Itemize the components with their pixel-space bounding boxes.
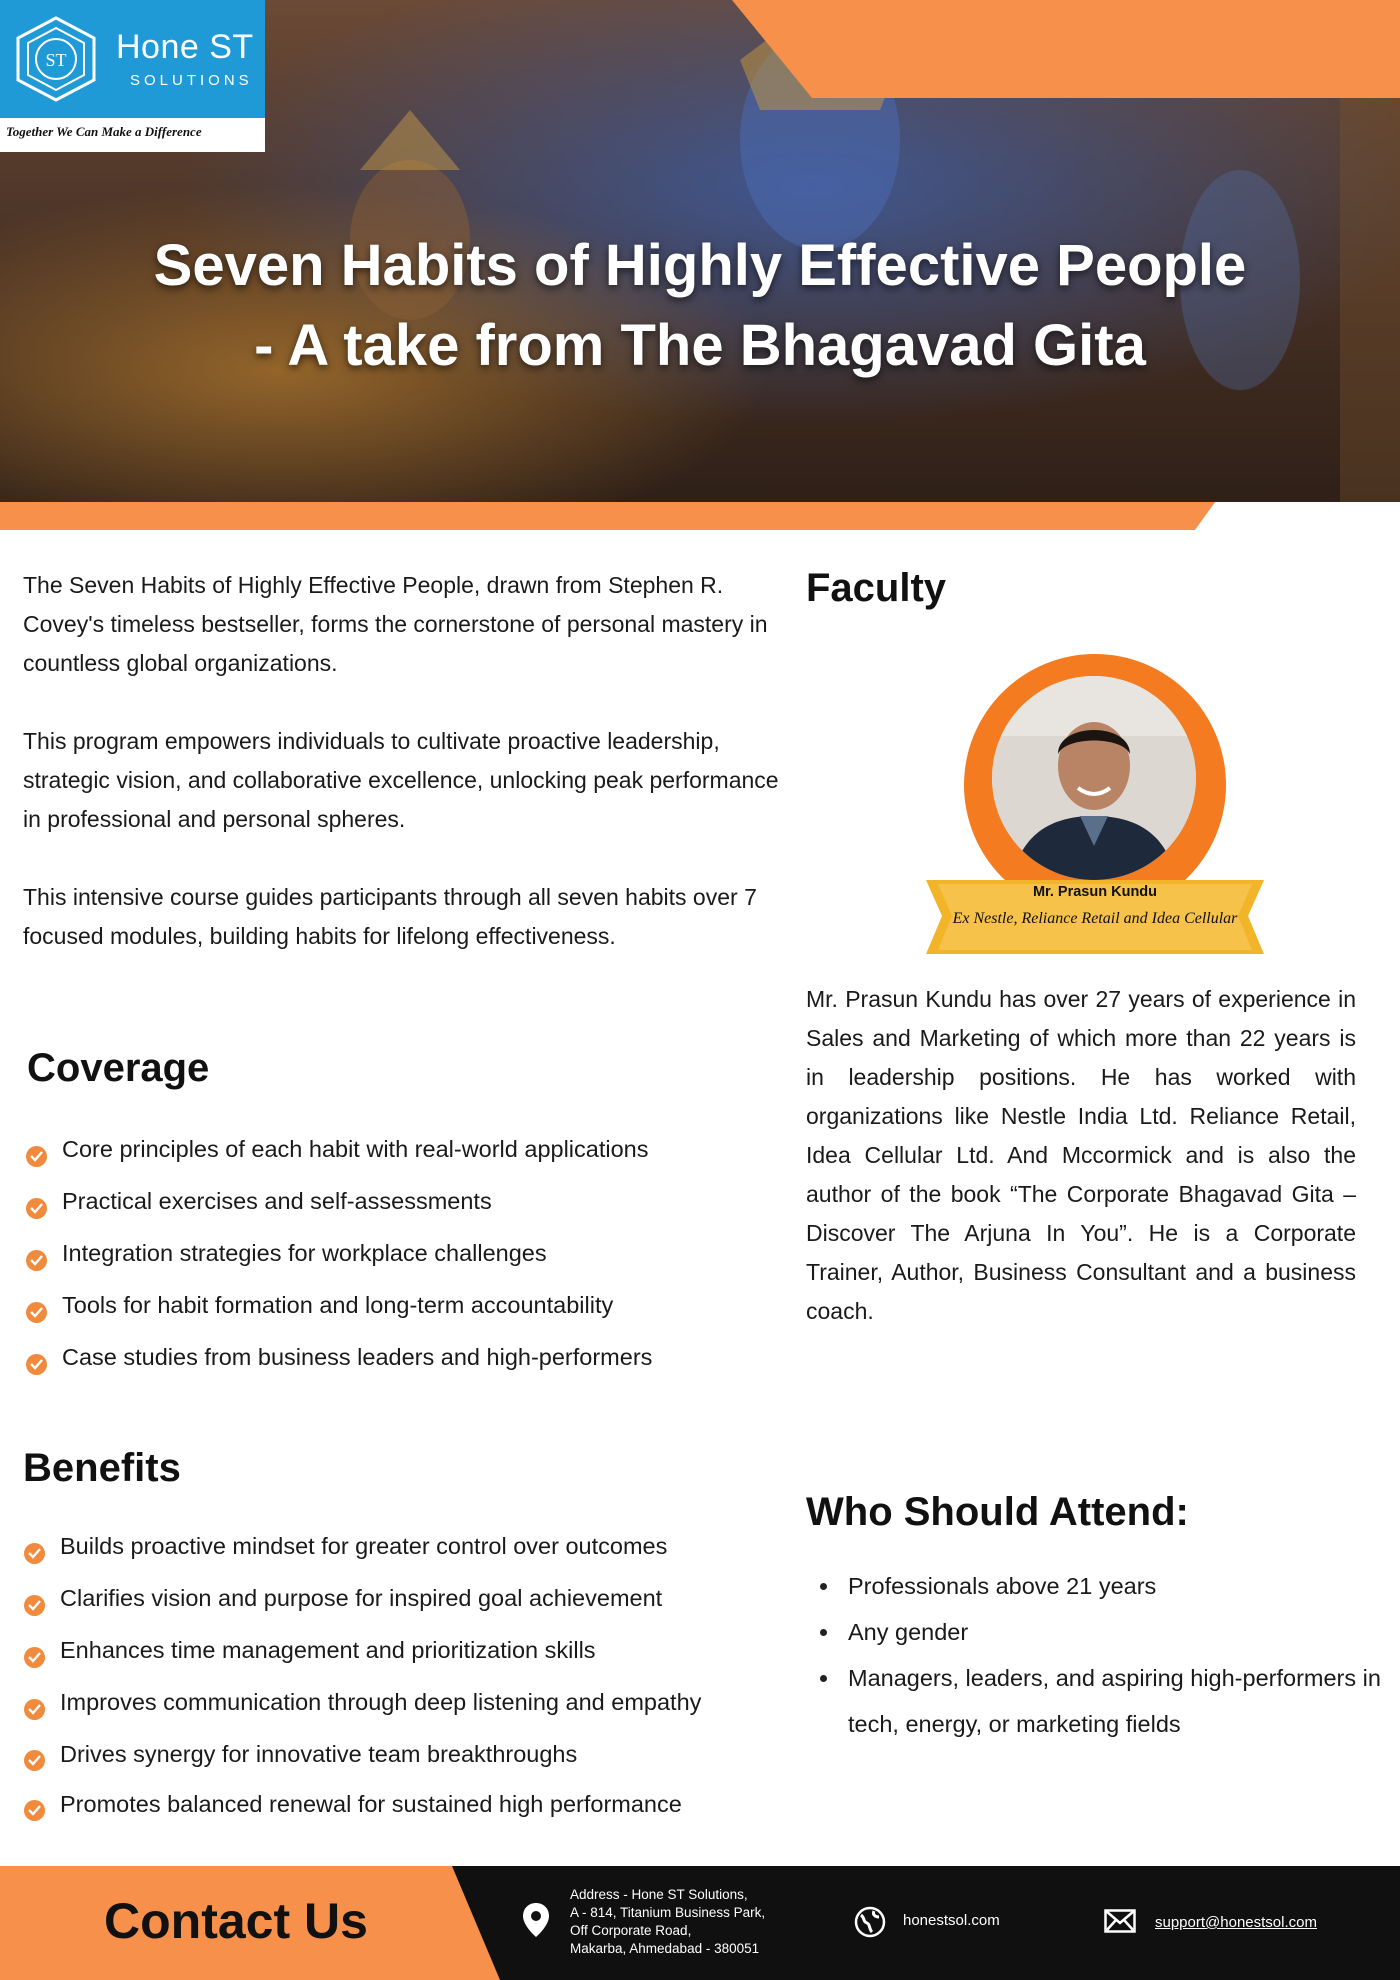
logo-mark-text: ST — [45, 50, 67, 70]
coverage-item-label: Practical exercises and self-assessments — [62, 1188, 492, 1214]
benefit-item-label: Promotes balanced renewal for sustained high performance — [60, 1791, 682, 1817]
coverage-item-label: Core principles of each habit with real-world applications — [62, 1136, 649, 1162]
list-item — [818, 1563, 1388, 1609]
check-icon — [26, 1302, 47, 1323]
benefit-item-label: Improves communication through deep listening and empathy — [60, 1689, 702, 1715]
list-item — [24, 1287, 652, 1339]
intro-text — [23, 566, 783, 995]
coverage-item-label: Tools for habit formation and long-term accountability — [62, 1292, 614, 1318]
list-item — [24, 1235, 652, 1287]
logo-name: Hone ST — [116, 28, 254, 66]
address-line: Off Corporate Road, — [570, 1923, 692, 1938]
location-pin-icon — [521, 1902, 551, 1938]
address-line: A - 814, Titanium Business Park, — [570, 1905, 766, 1920]
list-item — [22, 1684, 701, 1736]
check-icon — [26, 1146, 47, 1167]
list-item — [22, 1632, 701, 1684]
footer-address — [570, 1886, 765, 1958]
logo-panel — [0, 0, 265, 118]
benefits-heading: Benefits — [23, 1446, 181, 1490]
attend-list — [818, 1563, 1388, 1747]
contact-title: Contact Us — [104, 1893, 368, 1949]
coverage-item-label: Case studies from business leaders and high-performers — [62, 1344, 653, 1370]
check-icon — [24, 1750, 45, 1771]
benefit-item-label: Enhances time management and prioritization skills — [60, 1637, 596, 1663]
email-link[interactable]: support@honestsol.com — [1155, 1914, 1317, 1931]
check-icon — [26, 1354, 47, 1375]
address-line: Address - Hone ST Solutions, — [570, 1887, 748, 1902]
list-item — [24, 1183, 652, 1235]
list-item — [24, 1339, 652, 1391]
benefit-item-label: Builds proactive mindset for greater control over outcomes — [60, 1533, 668, 1559]
attend-item-label: Managers, leaders, and aspiring high-performers in tech, energy, or marketing fields — [848, 1665, 1381, 1737]
page-title — [0, 226, 1400, 386]
check-icon — [26, 1198, 47, 1219]
logo-subtitle: SOLUTIONS — [130, 72, 253, 89]
faculty-heading: Faculty — [806, 566, 947, 610]
benefits-list — [22, 1528, 701, 1836]
intro-paragraph-2: This program empowers individuals to cultivate proactive leadership, strategic vision, and collaborative excellence, unlocking peak performance in professional and personal spheres. — [23, 728, 779, 832]
faculty-role: Ex Nestle, Reliance Retail and Idea Cellular — [952, 910, 1238, 927]
faculty-name: Mr. Prasun Kundu — [1032, 884, 1158, 900]
coverage-item-label: Integration strategies for workplace challenges — [62, 1240, 547, 1266]
coverage-list — [24, 1131, 652, 1391]
intro-paragraph-1: The Seven Habits of Highly Effective People, drawn from Stephen R. Covey's timeless bestseller, forms the cornerstone of personal mastery in countless global organizations. — [23, 572, 768, 676]
coverage-heading: Coverage — [27, 1046, 210, 1090]
check-icon — [26, 1250, 47, 1271]
hex-logo-icon — [10, 14, 102, 104]
logo-tagline: Together We Can Make a Difference — [6, 124, 202, 139]
company-logo[interactable] — [0, 0, 265, 152]
hero-bottom-stripe — [0, 502, 1400, 530]
benefit-item-label: Clarifies vision and purpose for inspired goal achievement — [60, 1585, 663, 1611]
attend-heading: Who Should Attend: — [806, 1490, 1189, 1534]
intro-paragraph-3: This intensive course guides participants through all seven habits over 7 focused modules, building habits for lifelong effectiveness. — [23, 884, 757, 949]
benefit-item-label: Drives synergy for innovative team breakthroughs — [60, 1741, 578, 1767]
title-line-2: - A take from The Bhagavad Gita — [254, 313, 1146, 378]
list-item — [818, 1609, 1388, 1655]
website-link[interactable]: honestsol.com — [903, 1912, 1000, 1929]
person-portrait-icon — [992, 676, 1196, 880]
check-icon — [24, 1699, 45, 1720]
envelope-icon — [1104, 1908, 1136, 1934]
list-item — [24, 1131, 652, 1183]
list-item — [22, 1736, 701, 1786]
globe-icon — [854, 1906, 886, 1938]
list-item — [22, 1786, 701, 1836]
list-item — [818, 1655, 1388, 1747]
hero-banner — [0, 0, 1400, 530]
check-icon — [24, 1800, 45, 1821]
attend-item-label: Professionals above 21 years — [848, 1573, 1157, 1599]
check-icon — [24, 1543, 45, 1564]
list-item — [22, 1580, 701, 1632]
attend-item-label: Any gender — [848, 1619, 969, 1645]
title-line-1: Seven Habits of Highly Effective People — [153, 233, 1247, 298]
address-line: Makarba, Ahmedabad - 380051 — [570, 1941, 760, 1956]
list-item — [22, 1528, 701, 1580]
footer — [0, 1866, 1400, 1980]
check-icon — [24, 1647, 45, 1668]
check-icon — [24, 1595, 45, 1616]
avatar — [992, 676, 1196, 880]
faculty-bio: Mr. Prasun Kundu has over 27 years of experience in Sales and Marketing of which more than 22 years is in leadership positions. He has worked with organizations like Nestle India Ltd. Reliance Retail, Idea Cellular Ltd. And Mccormick and is also the author of the book “The Corporate Bhagavad Gita – Discover The Arjuna In You”. He is a Corporate Trainer, Author, Business Consultant and a business coach. — [806, 986, 1356, 1324]
